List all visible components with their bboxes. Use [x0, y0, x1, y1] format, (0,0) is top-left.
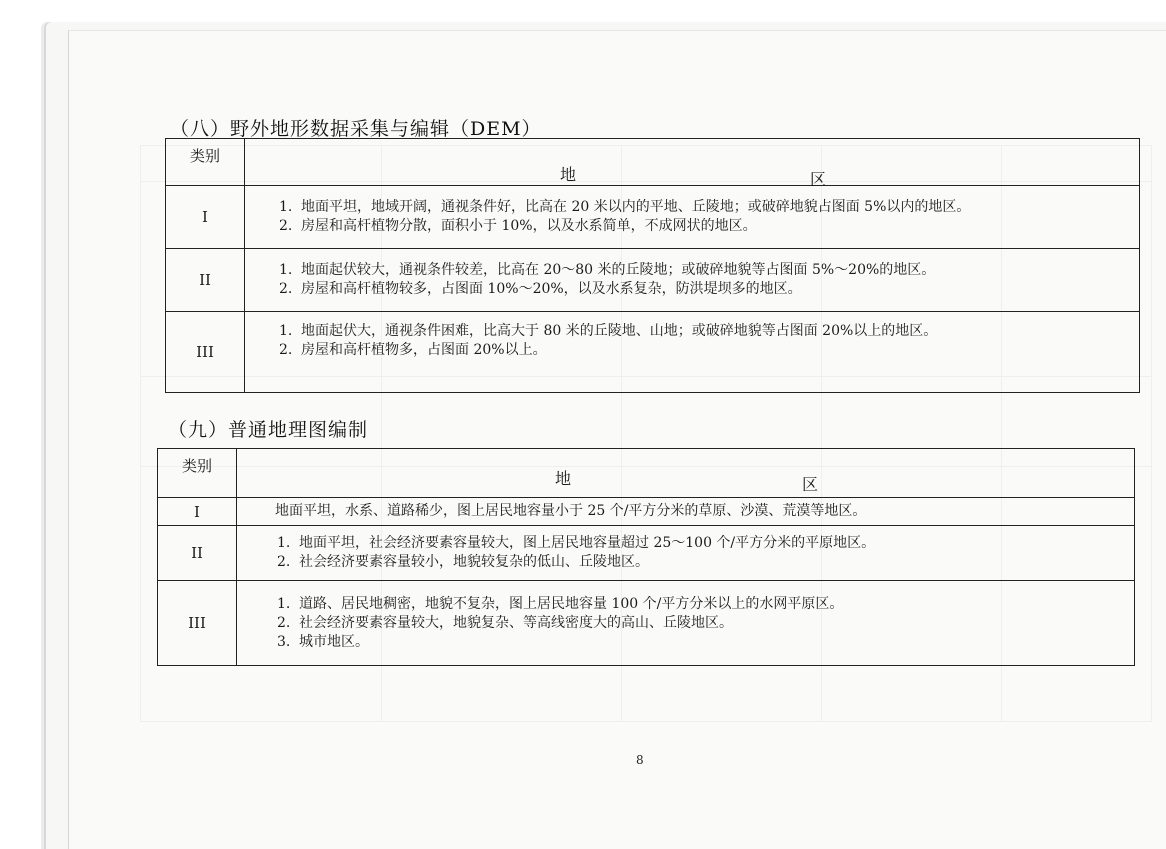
- category-cell: II: [166, 249, 245, 312]
- table-row: [166, 186, 1140, 249]
- category-header: 类别: [158, 449, 237, 498]
- table-row: [158, 498, 1135, 526]
- category-cell: III: [158, 581, 237, 666]
- section-8-title: （八）野外地形数据采集与编辑（DEM）: [170, 118, 542, 140]
- area-cell: [245, 312, 1140, 393]
- table-row: [158, 581, 1135, 666]
- area-cell: [245, 249, 1140, 312]
- table-header-row: [166, 139, 1140, 186]
- area-header: [245, 139, 1140, 189]
- list-item: 1. 地面平坦，地域开阔，通视条件好，比高在 20 米以内的平地、丘陵地；或破碎地貌占图面 5%以内的地区。: [279, 199, 971, 215]
- list-item: 2. 房屋和高杆植物分散，面积小于 10%，以及水系简单，不成网状的地区。: [279, 218, 757, 234]
- section-9-title: （九）普通地理图编制: [168, 419, 369, 441]
- area-header-left: 地: [555, 469, 572, 488]
- area-cell: [237, 581, 1135, 666]
- list-item: 2. 房屋和高杆植物多，占图面 20%以上。: [279, 342, 547, 358]
- map-region-table: [157, 448, 1135, 666]
- category-cell: I: [166, 186, 245, 249]
- list-item: 2. 社会经济要素容量较大，地貌复杂、等高线密度大的高山、丘陵地区。: [277, 614, 733, 631]
- area-cell: [237, 498, 1135, 526]
- list-item: 1. 地面起伏较大，通视条件较差，比高在 20～80 米的丘陵地；或破碎地貌等占图面 5%～20%的地区。: [279, 262, 936, 278]
- table-header-row: [158, 449, 1135, 498]
- category-cell: II: [158, 526, 237, 581]
- table-row: [166, 312, 1140, 393]
- area-header: [237, 449, 1135, 498]
- area-header-right: 区: [802, 475, 819, 494]
- list-item: 1. 道路、居民地稠密，地貌不复杂，图上居民地容量 100 个/平方分米以上的水网平原区。: [277, 595, 844, 612]
- list-item: 1. 地面起伏大，通视条件困难，比高大于 80 米的丘陵地、山地；或破碎地貌等占图面 20%以上的地区。: [279, 323, 938, 339]
- category-cell: III: [166, 312, 245, 393]
- category-cell: I: [158, 498, 237, 526]
- area-cell: [237, 526, 1135, 581]
- dem-region-table: [165, 138, 1140, 393]
- table-row: [166, 249, 1140, 312]
- page-number: 8: [636, 753, 644, 767]
- list-item: 1. 地面平坦，社会经济要素容量较大，图上居民地容量超过 25～100 个/平方分米的平原地区。: [277, 535, 876, 551]
- category-header: 类别: [166, 139, 245, 186]
- list-item: 2. 房屋和高杆植物较多，占图面 10%～20%，以及水系复杂，防洪堤坝多的地区。: [279, 281, 802, 297]
- list-item: 3. 城市地区。: [277, 633, 369, 650]
- list-item: 2. 社会经济要素容量较小，地貌较复杂的低山、丘陵地区。: [277, 554, 649, 570]
- table-row: [158, 526, 1135, 581]
- area-header-right: 区: [810, 170, 827, 189]
- list-item: 地面平坦，水系、道路稀少，图上居民地容量小于 25 个/平方分米的草原、沙漠、荒漠等地区。: [275, 503, 867, 519]
- area-header-left: 地: [560, 165, 577, 184]
- area-cell: [245, 186, 1140, 249]
